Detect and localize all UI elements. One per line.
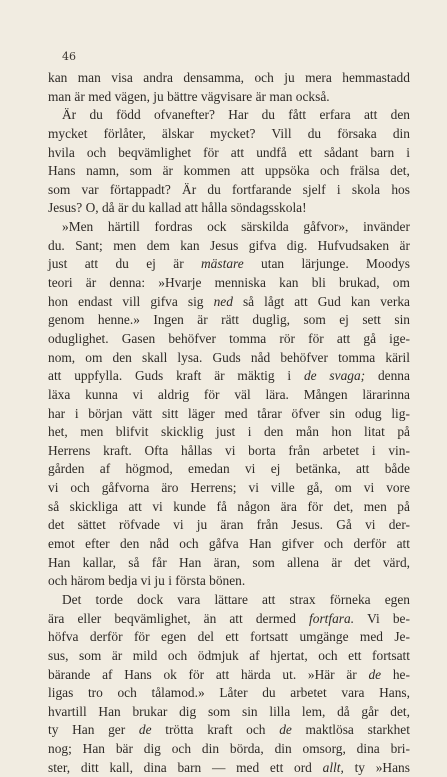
- page-number: 46: [62, 50, 76, 63]
- text-line: Jesus? O, då är du kallad att hålla söndagsskola!: [48, 200, 307, 216]
- text-line: kan man visa andra densamma, och ju mera hemmastadd: [48, 70, 410, 85]
- text-line: höfva derför för egen del ett fortsatt umgänge med Je-: [48, 629, 410, 645]
- text-line: Det torde dock vara lättare att strax förneka egen: [62, 591, 410, 607]
- text-line: som var förtappadt? Är du fortfarande sjelf i skola hos: [48, 181, 410, 197]
- text-line: nom, om den skall lysa. Guds nåd behöfver tomma käril: [48, 349, 410, 365]
- text-line: du. Sant; men dem kan Jesus gifva dig. Hufvudsaken är: [48, 237, 410, 253]
- text-line: genom henne.» Ingen är rätt duglig, som ej sett sin: [48, 312, 410, 328]
- text-line: Han kallar, så får Han äran, som allena är det värd,: [48, 554, 410, 570]
- text-line: det sättet röfvade vi ju äran från Jesus. Gå vi der-: [48, 517, 410, 533]
- text-line: ty Han ger de trötta kraft och de maktlösa starkhet: [48, 722, 410, 738]
- text-line: mycket förlåter, älskar mycket? Vill du försaka din: [48, 125, 410, 141]
- text-line: Är du född ofvanefter? Har du fått erfara att den: [62, 107, 410, 123]
- text-line: att uppfylla. Guds kraft är mäktig i de svaga; denna: [48, 368, 410, 384]
- text-line: ligas tro och tålamod.» Låter du arbetet vara Hans,: [48, 685, 410, 701]
- text-line: »Men härtill fordras ock särskilda gåfvor», invänder: [62, 219, 410, 235]
- text-line: het, men blifvit skicklig just i den mån hon litat på: [48, 424, 410, 440]
- text-line: läxa kunna vi aldrig för väl lära. Mången lärarinna: [48, 386, 410, 402]
- text-line: så skickliga att vi kunde få någon ära för det, men på: [48, 498, 410, 514]
- text-line: hvila och beqvämlighet för att undfå ett sådant barn i: [48, 144, 410, 160]
- text-line: Hans namn, som är kommen att uppsöka och frälsa det,: [48, 163, 410, 179]
- text-line: nog; Han bär dig och din börda, din omsorg, dina bri-: [48, 741, 410, 757]
- text-line: ster, ditt kall, dina barn — med ett ord allt, ty »Hans: [48, 759, 410, 775]
- text-line: man är med vägen, ju bättre vägvisare är man också.: [48, 88, 330, 104]
- text-line: just att du ej är mästare utan lärjunge. Moodys: [48, 256, 410, 272]
- text-line: oduglighet. Gasen behöfver tomma rör för att gå ige-: [48, 330, 410, 346]
- body-text: [48, 69, 410, 777]
- text-line: emot efter den nåd och gåfva Han gifver och derför att: [48, 536, 410, 552]
- text-line: teori är denna: »Hvarje menniska kan bli brukad, om: [48, 275, 410, 291]
- text-line: hon endast vill gifva sig ned så lågt att Gud kan verka: [48, 293, 410, 309]
- text-line: gården af högmod, emedan vi ej betänka, att både: [48, 461, 410, 477]
- text-line: ära eller beqvämlighet, än att dermed fortfara. Vi be-: [48, 610, 410, 626]
- text-line: hvartill Han brukar dig som sin lilla lem, då går det,: [48, 703, 410, 719]
- text-line: och härom bedja vi ju i första bönen.: [48, 573, 246, 589]
- text-line: sus, som är mild och ödmjuk af hjertat, och ett fortsatt: [48, 647, 410, 663]
- text-line: vi och gåfvorna äro Herrens; vi ville gå, om vi vore: [48, 480, 410, 496]
- text-line: Herrens kraft. Ofta hållas vi borta från arbetet i vin-: [48, 442, 410, 458]
- text-line: bärande af Hans ok för att härda ut. »Här är de he-: [48, 666, 410, 682]
- text-line: har i början vätt sitt läger med tårar öfver sin odug lig-: [48, 405, 410, 421]
